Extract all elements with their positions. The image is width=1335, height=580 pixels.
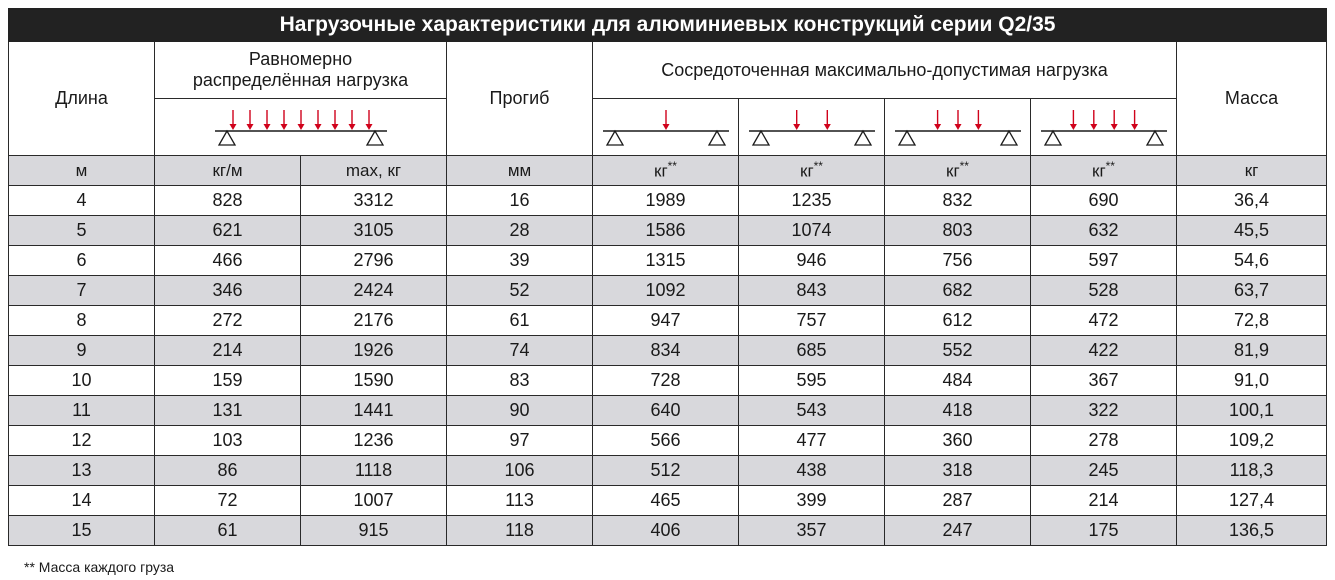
table-row	[9, 366, 1327, 396]
table-cell: 278	[1031, 426, 1177, 456]
table-cell: 8	[9, 306, 155, 336]
table-cell: 834	[593, 336, 739, 366]
load-arrow-head	[365, 124, 372, 130]
table-row	[9, 486, 1327, 516]
table-cell: 247	[885, 516, 1031, 546]
table-cell: 1315	[593, 246, 739, 276]
units-row	[9, 156, 1327, 186]
table-cell: 9	[9, 336, 155, 366]
table-cell: 54,6	[1177, 246, 1327, 276]
footnote: ** Масса каждого груза	[24, 559, 175, 575]
unit-cell: кг**	[885, 156, 1031, 186]
unit-cell: мм	[447, 156, 593, 186]
single-load-beam-icon	[601, 104, 731, 150]
table-cell: 4	[9, 186, 155, 216]
load-arrow-head	[934, 124, 941, 130]
load-arrow-head	[793, 124, 800, 130]
table-cell: 13	[9, 456, 155, 486]
load-arrow-head	[246, 124, 253, 130]
table-cell: 728	[593, 366, 739, 396]
support-triangle	[1001, 131, 1017, 145]
table-cell: 357	[739, 516, 885, 546]
table-row	[9, 336, 1327, 366]
table-cell: 81,9	[1177, 336, 1327, 366]
load-arrow-head	[1090, 124, 1097, 130]
table-cell: 11	[9, 396, 155, 426]
table-row	[9, 306, 1327, 336]
table-cell: 106	[447, 456, 593, 486]
point-load-diagram-2	[739, 99, 885, 156]
table-cell: 756	[885, 246, 1031, 276]
table-cell: 159	[155, 366, 301, 396]
table-cell: 97	[447, 426, 593, 456]
load-table	[8, 8, 1327, 546]
table-cell: 39	[447, 246, 593, 276]
table-cell: 83	[447, 366, 593, 396]
four-load-beam-icon	[1039, 104, 1169, 150]
load-arrow-head	[1069, 124, 1076, 130]
table-cell: 74	[447, 336, 593, 366]
table-cell: 45,5	[1177, 216, 1327, 246]
table-cell: 685	[739, 336, 885, 366]
table-cell: 946	[739, 246, 885, 276]
table-title: Нагрузочные характеристики для алюминиевых конструкций серии Q2/35	[9, 9, 1327, 42]
table-cell: 15	[9, 516, 155, 546]
table-cell: 14	[9, 486, 155, 516]
load-arrow-head	[1131, 124, 1138, 130]
table-cell: 2176	[301, 306, 447, 336]
table-row	[9, 186, 1327, 216]
table-cell: 61	[155, 516, 301, 546]
table-cell: 484	[885, 366, 1031, 396]
table-cell: 2796	[301, 246, 447, 276]
table-cell: 6	[9, 246, 155, 276]
table-cell: 5	[9, 216, 155, 246]
table-cell: 1926	[301, 336, 447, 366]
table-cell: 472	[1031, 306, 1177, 336]
table-cell: 612	[885, 306, 1031, 336]
table-cell: 3312	[301, 186, 447, 216]
unit-cell: кг**	[1031, 156, 1177, 186]
table-cell: 10	[9, 366, 155, 396]
unit-cell: м	[9, 156, 155, 186]
table-row	[9, 426, 1327, 456]
table-cell: 566	[593, 426, 739, 456]
support-triangle	[709, 131, 725, 145]
header-length: Длина	[9, 42, 155, 156]
table-cell: 1235	[739, 186, 885, 216]
load-arrow-head	[823, 124, 830, 130]
table-cell: 1586	[593, 216, 739, 246]
support-triangle	[1147, 131, 1163, 145]
table-cell: 52	[447, 276, 593, 306]
table-cell: 552	[885, 336, 1031, 366]
uniform-load-beam-icon	[213, 104, 389, 150]
table-cell: 175	[1031, 516, 1177, 546]
table-cell: 91,0	[1177, 366, 1327, 396]
table-cell: 118	[447, 516, 593, 546]
table-cell: 214	[1031, 486, 1177, 516]
table-cell: 528	[1031, 276, 1177, 306]
table-cell: 214	[155, 336, 301, 366]
table-cell: 828	[155, 186, 301, 216]
table-cell: 287	[885, 486, 1031, 516]
table-cell: 399	[739, 486, 885, 516]
table-cell: 86	[155, 456, 301, 486]
table-cell: 682	[885, 276, 1031, 306]
table-cell: 438	[739, 456, 885, 486]
table-cell: 915	[301, 516, 447, 546]
support-triangle	[899, 131, 915, 145]
table-cell: 595	[739, 366, 885, 396]
load-arrow-head	[280, 124, 287, 130]
table-row	[9, 456, 1327, 486]
table-cell: 346	[155, 276, 301, 306]
table-cell: 632	[1031, 216, 1177, 246]
table-cell: 28	[447, 216, 593, 246]
unit-cell: кг/м	[155, 156, 301, 186]
table-row	[9, 396, 1327, 426]
load-arrow-head	[229, 124, 236, 130]
table-cell: 245	[1031, 456, 1177, 486]
unit-cell: кг**	[739, 156, 885, 186]
table-cell: 367	[1031, 366, 1177, 396]
table-cell: 1989	[593, 186, 739, 216]
table-cell: 109,2	[1177, 426, 1327, 456]
point-load-diagram-3	[885, 99, 1031, 156]
table-cell: 113	[447, 486, 593, 516]
table-cell: 803	[885, 216, 1031, 246]
table-cell: 597	[1031, 246, 1177, 276]
support-triangle	[753, 131, 769, 145]
table-cell: 1007	[301, 486, 447, 516]
table-cell: 63,7	[1177, 276, 1327, 306]
load-arrow-head	[662, 124, 669, 130]
table-cell: 90	[447, 396, 593, 426]
table-cell: 1074	[739, 216, 885, 246]
table-cell: 318	[885, 456, 1031, 486]
load-arrow-head	[974, 124, 981, 130]
table-cell: 12	[9, 426, 155, 456]
header-deflection: Прогиб	[447, 42, 593, 156]
table-cell: 465	[593, 486, 739, 516]
three-load-beam-icon	[893, 104, 1023, 150]
table-cell: 418	[885, 396, 1031, 426]
point-load-diagram-4	[1031, 99, 1177, 156]
table-cell: 100,1	[1177, 396, 1327, 426]
table-row	[9, 216, 1327, 246]
unit-cell: кг**	[593, 156, 739, 186]
table-cell: 690	[1031, 186, 1177, 216]
table-cell: 36,4	[1177, 186, 1327, 216]
header-mass: Масса	[1177, 42, 1327, 156]
table-cell: 621	[155, 216, 301, 246]
table-row	[9, 516, 1327, 546]
table-cell: 543	[739, 396, 885, 426]
table-cell: 103	[155, 426, 301, 456]
load-arrow-head	[1110, 124, 1117, 130]
table-cell: 322	[1031, 396, 1177, 426]
table-cell: 947	[593, 306, 739, 336]
table-cell: 477	[739, 426, 885, 456]
load-arrow-head	[263, 124, 270, 130]
point-load-diagram-1	[593, 99, 739, 156]
table-cell: 61	[447, 306, 593, 336]
table-cell: 832	[885, 186, 1031, 216]
table-cell: 1590	[301, 366, 447, 396]
table-cell: 422	[1031, 336, 1177, 366]
header-uniform-load: Равномерно распределённая нагрузка	[155, 42, 447, 99]
header-point-load: Сосредоточенная максимально-допустимая нагрузка	[593, 42, 1177, 99]
table-cell: 843	[739, 276, 885, 306]
table-cell: 1092	[593, 276, 739, 306]
load-arrow-head	[954, 124, 961, 130]
table-cell: 131	[155, 396, 301, 426]
support-triangle	[367, 131, 383, 145]
table-cell: 640	[593, 396, 739, 426]
table-cell: 406	[593, 516, 739, 546]
table-cell: 512	[593, 456, 739, 486]
two-load-beam-icon	[747, 104, 877, 150]
table-cell: 1236	[301, 426, 447, 456]
unit-cell: max, кг	[301, 156, 447, 186]
load-arrow-head	[314, 124, 321, 130]
load-arrow-head	[348, 124, 355, 130]
support-triangle	[1045, 131, 1061, 145]
load-arrow-head	[331, 124, 338, 130]
table-cell: 7	[9, 276, 155, 306]
table-cell: 136,5	[1177, 516, 1327, 546]
table-cell: 466	[155, 246, 301, 276]
unit-cell: кг	[1177, 156, 1327, 186]
load-arrow-head	[297, 124, 304, 130]
support-triangle	[219, 131, 235, 145]
table-cell: 72	[155, 486, 301, 516]
table-row	[9, 276, 1327, 306]
table-cell: 127,4	[1177, 486, 1327, 516]
table-cell: 16	[447, 186, 593, 216]
table-cell: 360	[885, 426, 1031, 456]
support-triangle	[607, 131, 623, 145]
table-cell: 2424	[301, 276, 447, 306]
table-cell: 72,8	[1177, 306, 1327, 336]
table-cell: 118,3	[1177, 456, 1327, 486]
table-cell: 757	[739, 306, 885, 336]
uniform-load-diagram	[155, 99, 447, 156]
table-row	[9, 246, 1327, 276]
table-cell: 3105	[301, 216, 447, 246]
table-cell: 272	[155, 306, 301, 336]
table-cell: 1441	[301, 396, 447, 426]
support-triangle	[855, 131, 871, 145]
table-cell: 1118	[301, 456, 447, 486]
